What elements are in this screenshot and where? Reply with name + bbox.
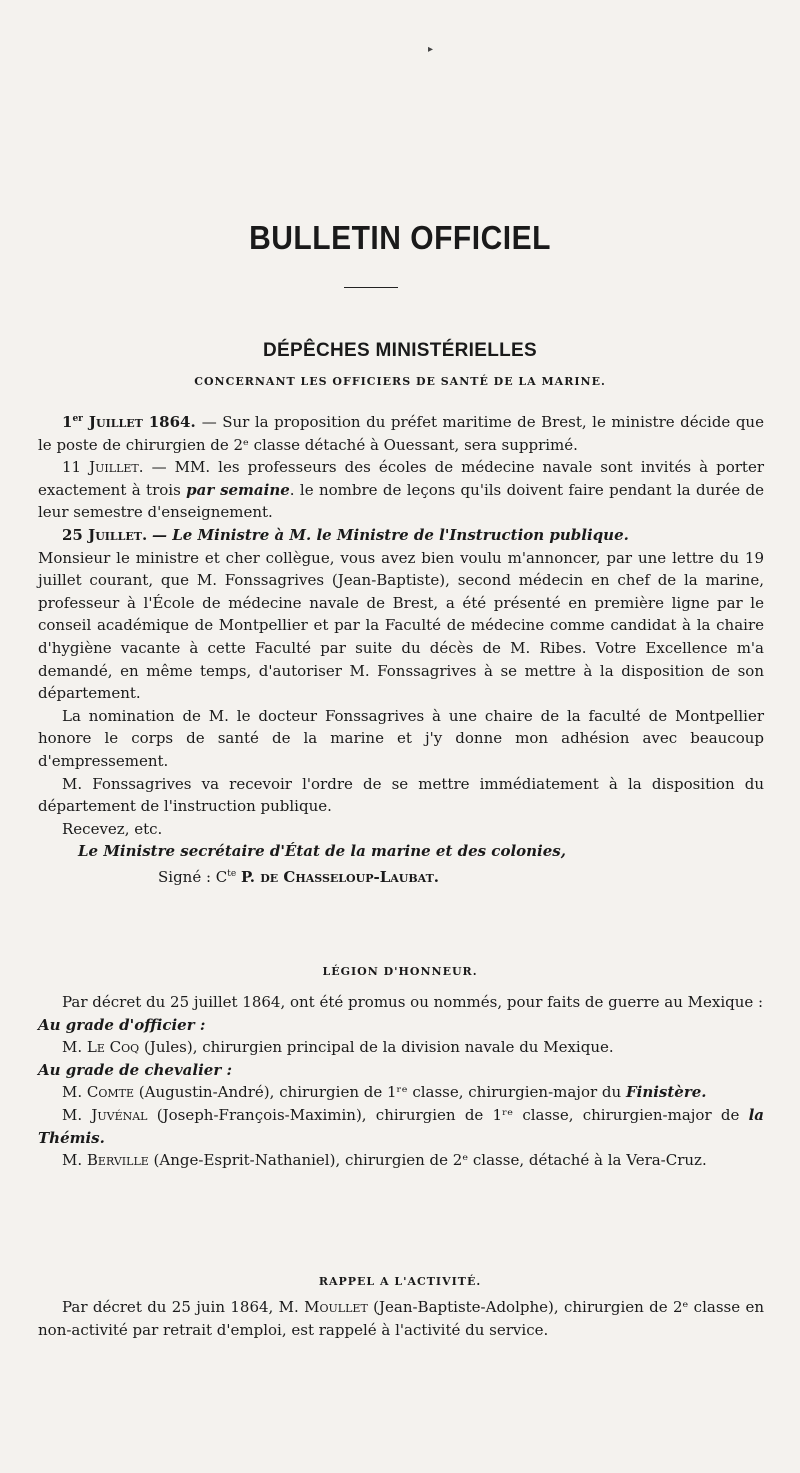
knight-entry-1: M. Comte (Augustin-André), chirurgien de 1ʳᵉ classe, chirurgien-major du Finistère. bbox=[62, 1083, 707, 1102]
letter-paragraph-1: Monsieur le ministre et cher collègue, vous avez bien voulu m'annoncer, par une lettre du 19 juillet courant, que M. Fonssagrives (Jean-Baptiste), second médecin en chef de la marine, professeur à l'École de médecine navale de Brest, a été présenté en première ligne par le conseil académique de Montpellier et par la Faculté de médecine comme candidat à la chaire d'hygiène vacante à cette Faculté par suite du décès de M. Ribes. Votre Excellence m'a demandé, en même temps, d'autoriser M. Fonssagrives à se mettre à la disposition de son département. bbox=[38, 548, 764, 703]
dispatches-body bbox=[38, 408, 764, 888]
section-subtitle: CONCERNANT LES OFFICIERS DE SANTÉ DE LA MARINE. bbox=[194, 375, 606, 388]
letter-paragraph-3: M. Fonssagrives va recevoir l'ordre de se mettre immédiatement à la disposition du département de l'instruction publique. bbox=[38, 774, 764, 816]
knight-entry-2: M. Juvénal (Joseph-François-Maximin), chirurgien de 1ʳᵉ classe, chirurgien-major de la Thémis. bbox=[38, 1105, 764, 1147]
letter-paragraph-2: La nomination de M. le docteur Fonssagrives à une chaire de la faculté de Montpellier honore le corps de santé de la marine et j'y donne mon adhésion avec beaucoup d'empressement. bbox=[38, 706, 764, 770]
letter-signature: Signé : $C^{te}$ P. de Chasseloup-Laubat. bbox=[158, 867, 440, 886]
legion-intro: Par décret du 25 juillet 1864, ont été promus ou nommés, pour faits de guerre au Mexique : bbox=[62, 993, 764, 1011]
section-title: DÉPÊCHES MINISTÉRIELLES bbox=[263, 340, 537, 361]
letter-paragraph-4: Recevez, etc. bbox=[62, 819, 163, 838]
rappel-body bbox=[38, 1296, 764, 1341]
grade-officer-heading: Au grade d'officier : bbox=[38, 1015, 206, 1034]
rappel-entry: Par décret du 25 juin 1864, M. Moullet (Jean-Baptiste-Adolphe), chirurgien de 2ᵉ classe en non-activité par retrait d'emploi, est rappelé à l'activité du service. bbox=[38, 1298, 764, 1339]
entry-1: 1er Juillet 1864. — Sur la proposition du préfet maritime de Brest, le ministre décide que le poste de chirurgien de 2ᵉ classe détaché à Ouessant, sera supprimé. bbox=[38, 413, 764, 454]
grade-knight-heading: Au grade de chevalier : bbox=[38, 1060, 233, 1079]
page-title: BULLETIN OFFICIEL bbox=[249, 219, 551, 257]
title-rule bbox=[344, 287, 398, 288]
letter-signoff: Le Ministre secrétaire d'État de la marine et des colonies, bbox=[78, 842, 566, 861]
knight-entry-3: M. Berville (Ange-Esprit-Nathaniel), chirurgien de 2ᵉ classe, détaché à la Vera-Cruz. bbox=[62, 1151, 707, 1170]
officer-entry: M. Le Coq (Jules), chirurgien principal de la division navale du Mexique. bbox=[62, 1038, 614, 1057]
rappel-heading: RAPPEL A L'ACTIVITÉ. bbox=[318, 1275, 482, 1288]
entry-3-heading: 25 Juillet. — Le Ministre à M. le Ministre de l'Instruction publique. bbox=[62, 525, 629, 544]
page-marker: ▸ bbox=[428, 44, 434, 55]
entry-2: 11 Juillet. — MM. les professeurs des écoles de médecine navale sont invités à porter exactement à trois par semaine. le nombre de leçons qu'ils doivent faire pendant la durée de leur semestre d'enseignement. bbox=[38, 458, 764, 522]
legion-body bbox=[38, 991, 764, 1172]
legion-heading: LÉGION D'HONNEUR. bbox=[322, 965, 478, 978]
